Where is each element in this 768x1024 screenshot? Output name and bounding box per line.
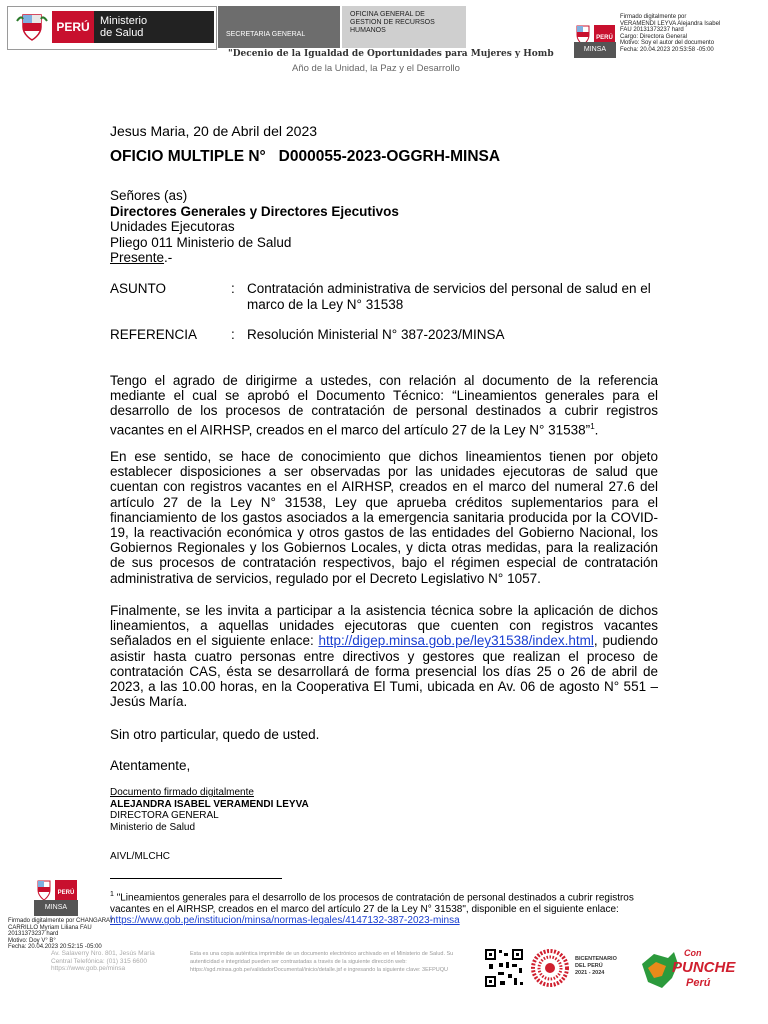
punche-con: Con xyxy=(684,948,702,958)
recipient-line: Pliego 011 Ministerio de Salud xyxy=(110,234,292,250)
bicentenario-icon xyxy=(530,948,570,988)
signer-org: Ministerio de Salud xyxy=(110,821,196,833)
footer-signature-line: Fecha: 20.04.2023 20:52:15 -05:00 xyxy=(8,944,102,950)
signature-line: Cargo: Directora General xyxy=(620,33,688,40)
signature-line: Firmado digitalmente por xyxy=(620,14,687,20)
presente-suffix: .- xyxy=(164,250,173,265)
bicentenario-text xyxy=(575,956,617,977)
footer-signature-stamp xyxy=(8,918,118,951)
registros-link[interactable]: http://digep.minsa.gob.pe/ley31538/index.html xyxy=(318,633,594,649)
bicentenario-line: DEL PERÚ xyxy=(575,963,603,969)
bicentenario-line: BICENTENARIO xyxy=(575,956,617,962)
footnote-mark: 1 xyxy=(590,421,595,431)
closing-line: Sin otro particular, quedo de usted. xyxy=(110,727,320,742)
paragraph-3-end: , pudiendo asistir hasta cuatro personas entre directivos y gestores que realizan el proceso de contratación CAS, ésta se desarrollará de forma presencial los días 25 o 26 de abril de 2023, a las 10.00 horas, en la Cooperativa El Tumi, ubicada en Av. 06 de agosto N° 551 – Jesús María. xyxy=(110,633,658,710)
paragraph-1-text: Tengo el agrado de dirigirme a ustedes, con relación al documento de la referencia mediante el cual se aprobó el Documento Técnico: “Lineamientos generales para el desarrollo de los procesos de contratación de personal destinados a cubrir registros vacantes en el AIRHSP, creados en el marco del artículo 27 de la Ley N° 31538” xyxy=(110,373,658,438)
asunto-label: ASUNTO xyxy=(110,281,167,296)
place-date: Jesus Maria, 20 de Abril del 2023 xyxy=(110,123,318,139)
signature-line: Fecha: 20.04.2023 20:53:58 -05:00 xyxy=(620,46,714,53)
signature-minsa-label: MINSA xyxy=(574,42,616,58)
paragraph-1-end: . xyxy=(594,422,599,438)
secretaria-badge: SECRETARIA GENERAL xyxy=(218,6,340,48)
ministry-line1: Ministerio xyxy=(100,15,148,27)
authenticity-note: Esta es una copia auténtica imprimible de un documento electrónico archivado en el Ministerio de Salud. Su autenticidad e integridad pueden ser contrastadas a través de la siguiente dirección web: https://sgd.minsa.gob.pe/validadorDocumental/inicio/detalle.jsf e ingresando la siguiente clave: 3EFPUQU xyxy=(190,951,454,973)
footnote-divider xyxy=(110,878,282,879)
footer-signature-line: Firmado digitalmente por CHANGARAY xyxy=(8,918,114,924)
paragraph-1 xyxy=(110,373,658,437)
office-line2: GESTION DE RECURSOS xyxy=(350,19,435,26)
signature-line: FAU 20131373237 hard xyxy=(620,27,684,33)
signer-title: DIRECTORA GENERAL xyxy=(110,810,219,821)
year-slogan: Año de la Unidad, la Paz y el Desarrollo xyxy=(292,63,460,74)
phone-line: Central Telefónica: (01) 315 6600 xyxy=(51,957,147,965)
recipient-line: Unidades Ejecutoras xyxy=(110,219,235,234)
salutation: Señores (as) xyxy=(110,188,188,203)
bicentenario-line: 2021 - 2024 xyxy=(575,970,605,976)
oficio-number: D000055-2023-OGGRH-MINSA xyxy=(278,148,501,165)
footer-signature-line: 20131373237 hard xyxy=(8,931,59,937)
presente: Presente xyxy=(110,250,165,265)
office-line3: HUMANOS xyxy=(350,27,386,34)
website-line: https://www.gob.pe/minsa xyxy=(51,965,126,972)
oficio-title xyxy=(110,148,500,166)
doc-signed-label: Documento firmado digitalmente xyxy=(110,787,254,798)
paragraph-3-start: Finalmente, se les invita a participar a la asistencia técnica sobre la aplicación de dichos lineamientos, a aquellas unidades ejecutoras que cuenten con registros vacantes señalados en el siguiente enlace: xyxy=(110,603,658,649)
recipient-title: Directores Generales y Directores Ejecutivos xyxy=(110,203,399,219)
footer-address xyxy=(51,950,155,973)
punche-word: PUNCHE xyxy=(672,959,736,976)
ministry-badge xyxy=(94,11,214,43)
ministry-line2: de Salud xyxy=(100,27,144,39)
oficio-label: OFICIO MULTIPLE N° xyxy=(110,148,266,165)
punche-peru: Perú xyxy=(686,977,711,989)
signature-line: Motivo: Soy el autor del documento xyxy=(620,40,715,46)
referencia-text: Resolución Ministerial N° 387-2023/MINSA xyxy=(247,327,505,342)
asunto-text: Contratación administrativa de servicios del personal de salud en el marco de la Ley N° 31538 xyxy=(247,281,651,312)
address-line: Av. Salaverry Nro. 801, Jesús María xyxy=(51,950,155,957)
footnote xyxy=(110,889,670,927)
initials: AIVL/MLCHC xyxy=(110,851,171,862)
signature-block xyxy=(110,787,309,833)
decenio-slogan: "Decenio de la Igualdad de Oportunidades para Mujeres y Homb xyxy=(228,49,554,59)
digital-signature-stamp xyxy=(620,14,768,53)
footer-minsa-label: MINSA xyxy=(34,900,78,916)
qr-code-icon xyxy=(484,948,524,988)
asunto-colon: : xyxy=(231,281,235,296)
regards: Atentamente, xyxy=(110,758,191,773)
footnote-number: 1 xyxy=(110,891,114,898)
footer-peru-label: PERÚ xyxy=(57,890,75,896)
footer-signature-line: Motivo: Doy V° B° xyxy=(8,937,56,944)
signature-line: VERAMENDI LEYVA Alejandra Isabel xyxy=(620,20,721,27)
referencia-label: REFERENCIA xyxy=(110,327,198,342)
peru-badge: PERÚ xyxy=(52,11,94,43)
signer-name: ALEJANDRA ISABEL VERAMENDI LEYVA xyxy=(110,798,309,810)
paragraph-2: En ese sentido, se hace de conocimiento que dichos lineamientos tienen por objeto establecer disposiciones a ser observadas por las unidades ejecutoras de salud que cuentan con registros vacantes en el AIRHSP, creados en el marco del numeral 27.6 del artículo 27 de la Ley N° 31538, Ley que aprueba créditos suplementarios para el financiamiento de los gastos asociados a la emergencia sanitaria producida por la COVID-19, la reactivación económica y otros gastos de las entidades del Gobierno Nacional, los Gobiernos Regionales y los Gobiernos Locales, y dicta otras medidas, para la realización de sus procesos de contratación respectivos, bajo el régimen especial de contratación administrativa de servicios, regulado por el Decreto Legislativo N° 1057. xyxy=(110,449,658,586)
referencia-colon: : xyxy=(231,327,235,342)
signature-peru-label: PERÚ xyxy=(596,35,613,41)
con-punche-peru-logo xyxy=(638,944,736,990)
paragraph-3 xyxy=(110,603,658,709)
footnote-link[interactable]: https://www.gob.pe/institucion/minsa/normas-legales/4147132-387-2023-minsa xyxy=(110,915,460,927)
office-line1: OFICINA GENERAL DE xyxy=(350,11,425,18)
footer-signature-line: CARRILLO Myriam Liliana FAU xyxy=(8,924,92,931)
office-badge xyxy=(342,6,466,48)
recipient-block xyxy=(110,188,399,266)
national-shield-icon xyxy=(15,11,49,43)
footnote-text: "Lineamientos generales para el desarrollo de los procesos de contratación de personal destinados a cubrir registros vacantes en el AIRHSP, creados en el marco del artículo 27 de la Ley N° 31538", disponible en el siguiente enlace: xyxy=(110,892,634,915)
